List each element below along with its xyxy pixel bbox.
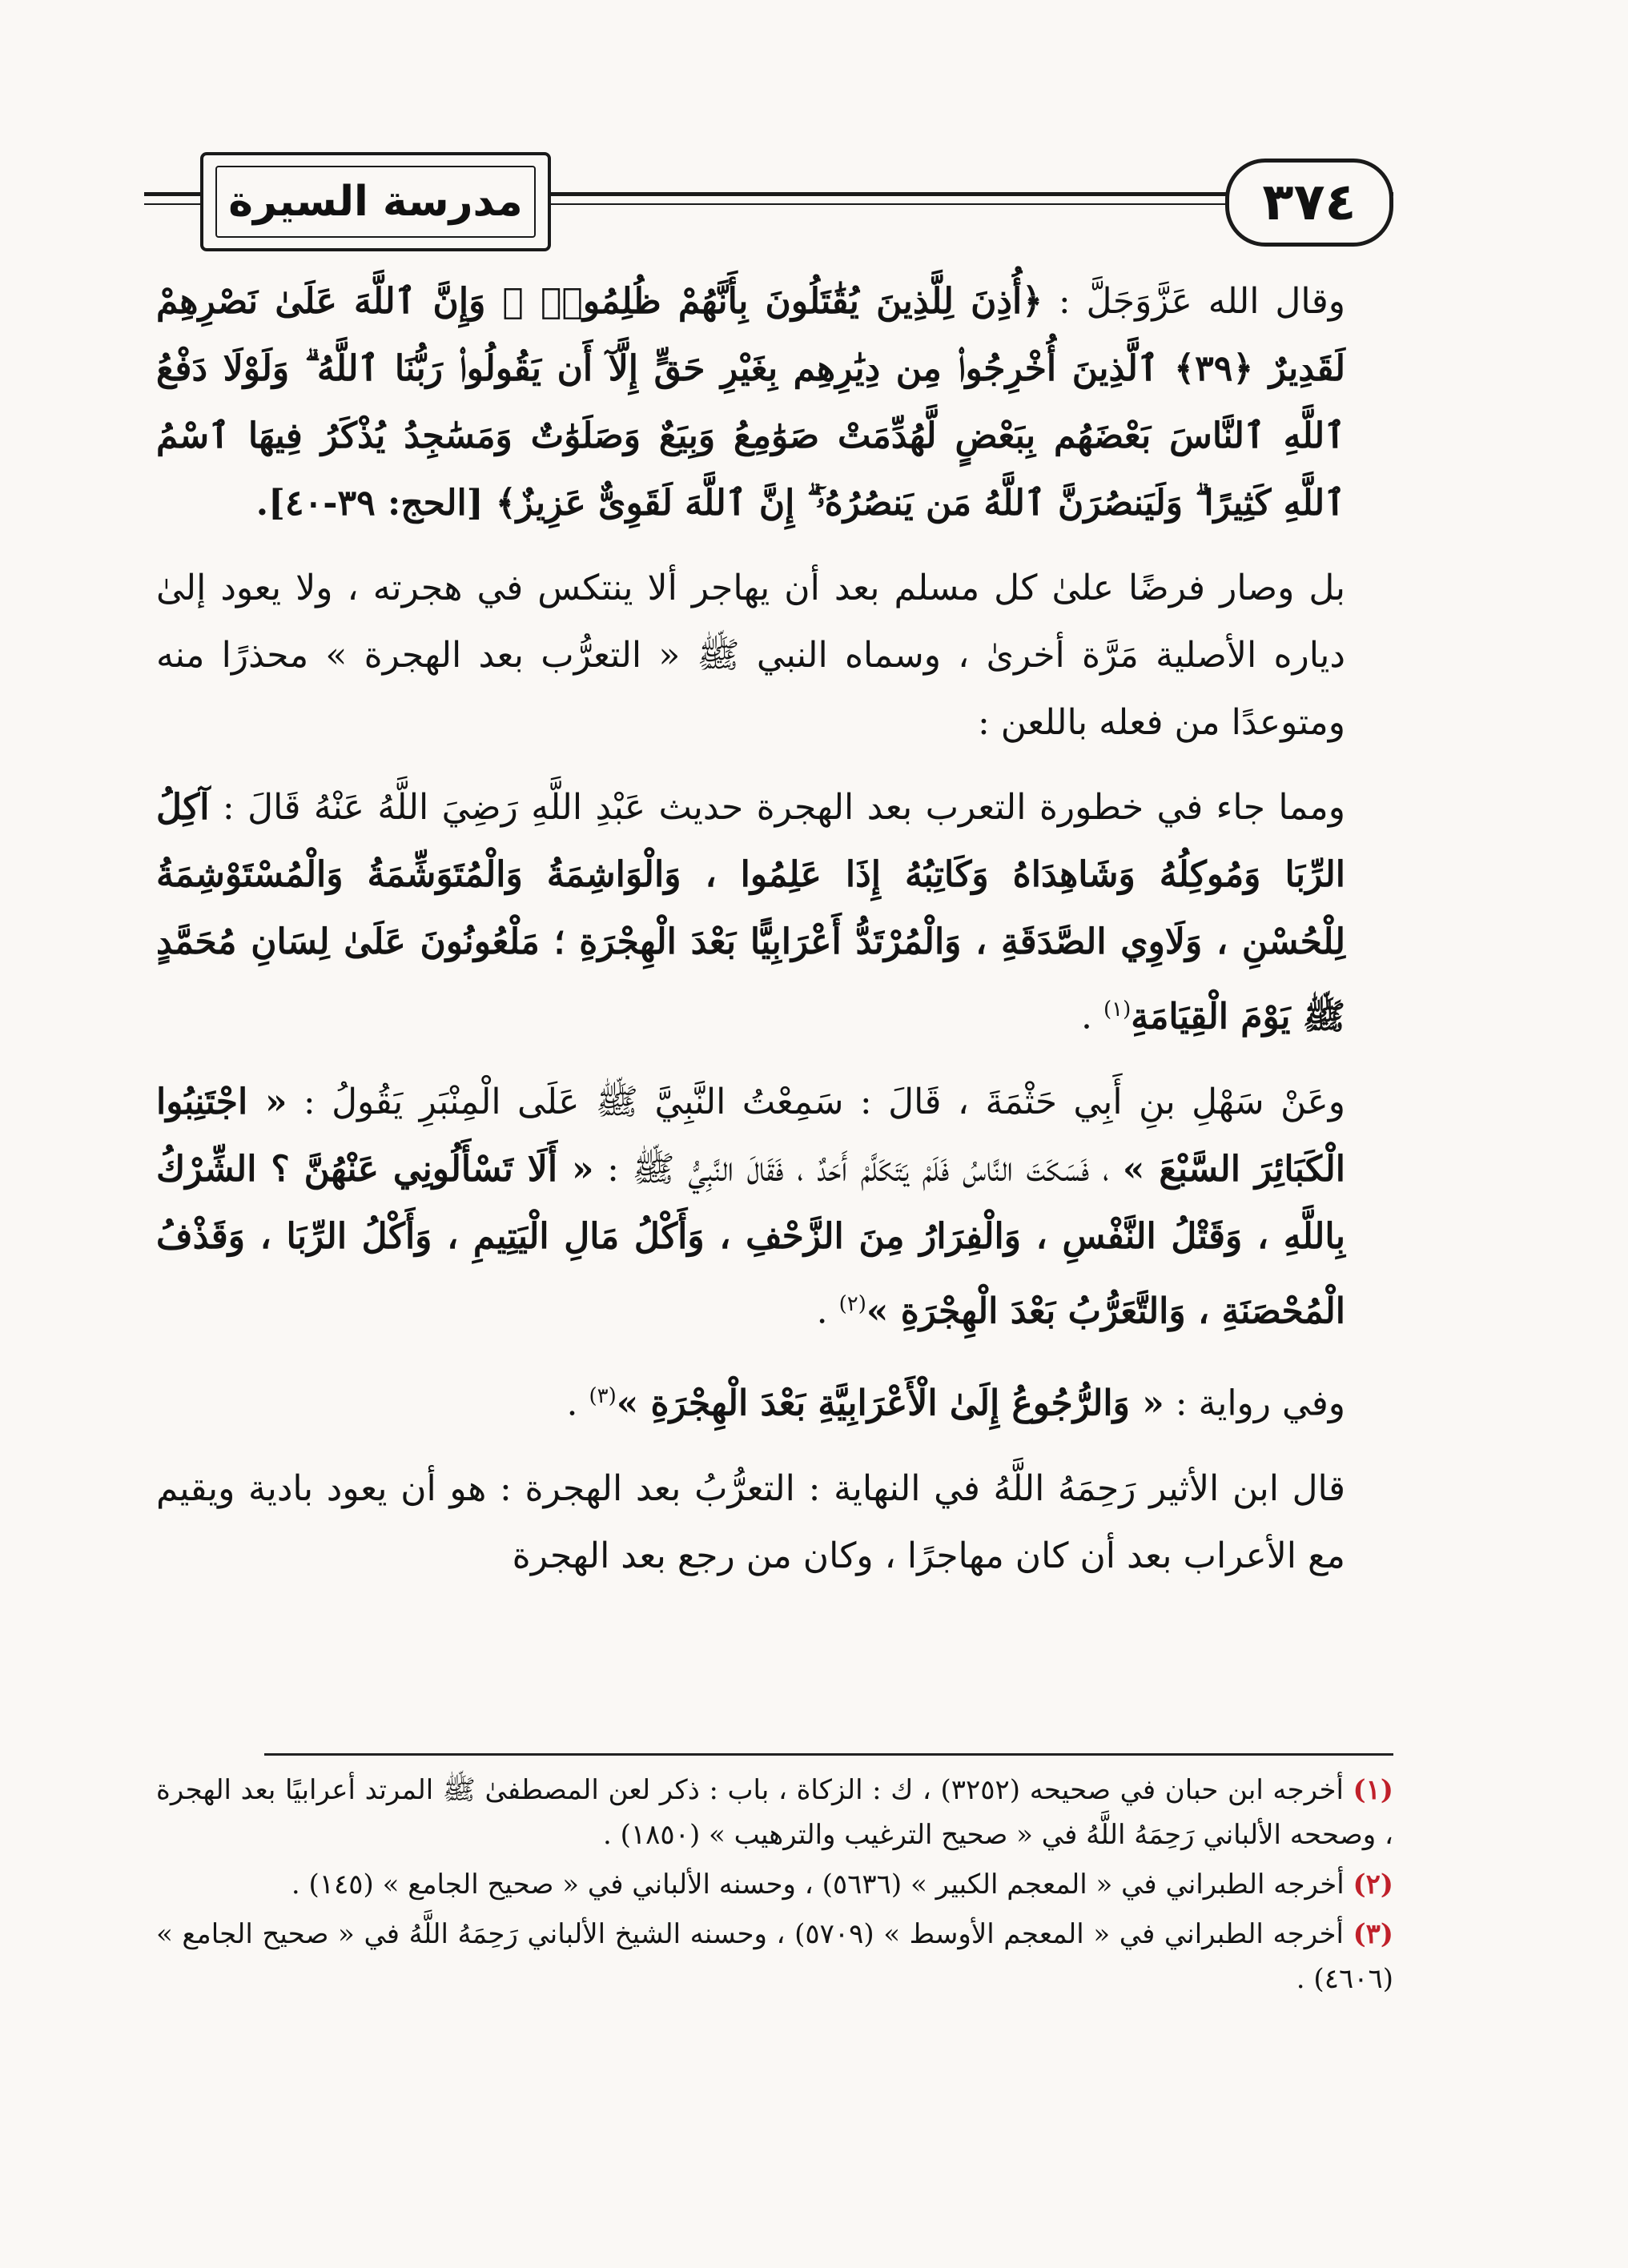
quran-paragraph (156, 268, 1393, 537)
main-text (156, 268, 1393, 1608)
footnote-1 (156, 1768, 1393, 1857)
hadith-intro: وعَنْ سَهْلِ بنِ أَبِي حَثْمَةَ ، قَالَ : سَمِعْتُ النَّبِيَّ ﷺ عَلَى الْمِنْبَرِ يَقُولُ : (287, 1081, 1345, 1122)
hadith-middle: ، فَسَكَتَ النَّاسُ فَلَمْ يَتَكَلَّمْ أَحَدٌ ، فَقَالَ النَّبِيُّ ﷺ : (593, 1148, 1123, 1190)
page-header (144, 152, 1393, 248)
hadith-end: . (1080, 996, 1103, 1038)
footnotes (156, 1768, 1393, 2006)
paragraph-text: قال ابن الأثير رَحِمَهُ اللَّهُ في النهاية : التعرُّبُ بعد الهجرة : هو أن يعود بادية ويقيم مع الأعراب بعد أن كان مهاجرًا ، وكان من رجع بعد الهجرة (156, 1467, 1345, 1576)
footnote-mark-1[interactable]: (١) (1103, 998, 1132, 1022)
paragraph-text: بل وصار فرضًا علىٰ كل مسلم بعد أن يهاجر ألا ينتكس في هجرته ، ولا يعود إلىٰ دياره الأصلية مَرَّة أخرىٰ ، وسماه النبي ﷺ « التعرُّب بعد الهجرة » محذرًا منه ومتوعدًا من فعله باللعن : (156, 568, 1345, 743)
footnote-number: (٣) (1353, 1918, 1394, 1950)
riwaya-intro: وفي رواية : (1164, 1383, 1345, 1424)
hadith-end: . (816, 1291, 839, 1332)
book-title (215, 166, 536, 238)
footnote-separator (264, 1753, 1393, 1756)
hadith-intro: ومما جاء في خطورة التعرب بعد الهجرة حديث عَبْدِ اللَّهِ رَضِيَ اللَّهُ عَنْهُ قَالَ : (209, 787, 1345, 828)
hadith-abdullah (156, 774, 1393, 1051)
footnote-2 (156, 1862, 1393, 1907)
quran-reference: [الحج: ٣٩-٤٠]. (255, 483, 496, 524)
footnote-text: أخرجه ابن حبان في صحيحه (٣٢٥٢) ، ك : الزكاة ، باب : ذكر لعن المصطفىٰ ﷺ المرتد أعرابيًا بعد الهجرة ، وصححه الألباني رَحِمَهُ اللَّهُ في « صحيح الترغيب والترهيب » (١٨٥٠) . (156, 1774, 1393, 1851)
page-number-text: ٣٧٤ (1262, 173, 1357, 232)
footnote-mark-2[interactable]: (٢) (838, 1291, 866, 1316)
riwaya-end: . (566, 1383, 589, 1424)
paragraph-ibn-athir (156, 1455, 1393, 1590)
hadith-quote-2: « أَلَا تَسْأَلُونِي عَنْهُنَّ ؟ الشِّرْكُ بِاللَّهِ ، وَقَتْلُ النَّفْسِ ، وَالْفِرَارُ مِنَ الزَّحْفِ ، وَأَكْلُ مَالِ الْيَتِيمِ ، وَأَكْلُ الرِّبَا ، وَقَذْفُ الْمُحْصَنَةِ ، وَالتَّعَرُّبُ بَعْدَ الْهِجْرَةِ » (156, 1148, 1345, 1332)
hadith-quote-1: « اجْتَنِبُوا الْكَبَائِرَ السَّبْعَ » (156, 1081, 1345, 1190)
quran-intro: وقال الله عَزَّوَجَلَّ : (1043, 281, 1346, 322)
footnote-mark-3[interactable]: (٣) (589, 1384, 617, 1409)
book-title-frame (200, 152, 551, 251)
hadith-sahl (156, 1069, 1393, 1346)
book-title-text: مدرسة السيرة (228, 178, 523, 226)
footnote-number: (١) (1353, 1774, 1393, 1806)
footnote-text: أخرجه الطبراني في « المعجم الأوسط » (٥٧٠٩) ، وحسنه الشيخ الألباني رَحِمَهُ اللَّهُ في « صحيح الجامع » (٤٦٠٦) . (156, 1918, 1393, 1995)
quran-verse: ﴿أُذِنَ لِلَّذِينَ يُقَٰتَلُونَ بِأَنَّهُمْ ظُلِمُوا۟ ۚ وَإِنَّ ٱللَّهَ عَلَىٰ نَصْرِهِمْ لَقَدِيرٌ ﴿٣٩﴾ ٱلَّذِينَ أُخْرِجُوا۟ مِن دِيَٰرِهِم بِغَيْرِ حَقٍّ إِلَّآ أَن يَقُولُوا۟ رَبُّنَا ٱللَّهُ ۗ وَلَوْلَا دَفْعُ ٱللَّهِ ٱلنَّاسَ بَعْضَهُم بِبَعْضٍ لَّهُدِّمَتْ صَوَٰمِعُ وَبِيَعٌ وَصَلَوَٰتٌ وَمَسَٰجِدُ يُذْكَرُ فِيهَا ٱسْمُ ٱللَّهِ كَثِيرًا ۗ وَلَيَنصُرَنَّ ٱللَّهُ مَن يَنصُرُهُۥٓ ۗ إِنَّ ٱللَّهَ لَقَوِىٌّ عَزِيزٌ﴾ (156, 281, 1345, 524)
riwaya-paragraph (156, 1363, 1393, 1438)
footnote-text: أخرجه الطبراني في « المعجم الكبير » (٥٦٣٦) ، وحسنه الألباني في « صحيح الجامع » (١٤٥) . (291, 1869, 1353, 1901)
riwaya-quote: « وَالرُّجُوعُ إِلَىٰ الْأَعْرَابِيَّةِ بَعْدَ الْهِجْرَةِ » (616, 1383, 1164, 1424)
footnote-3 (156, 1912, 1393, 2001)
hadith-body: آكِلُ الرِّبَا وَمُوكِلُهُ وَشَاهِدَاهُ وَكَاتِبُهُ إِذَا عَلِمُوا ، وَالْوَاشِمَةُ وَالْمُتَوَشِّمَةُ وَالْمُسْتَوْشِمَةُ لِلْحُسْنِ ، وَلَاوِي الصَّدَقَةِ ، وَالْمُرْتَدُّ أَعْرَابِيًّا بَعْدَ الْهِجْرَةِ ؛ مَلْعُونُونَ عَلَىٰ لِسَانِ مُحَمَّدٍ ﷺ يَوْمَ الْقِيَامَةِ (156, 787, 1345, 1038)
page-number (1225, 159, 1393, 247)
paragraph-taarrub (156, 555, 1393, 757)
footnote-number: (٢) (1353, 1869, 1393, 1901)
